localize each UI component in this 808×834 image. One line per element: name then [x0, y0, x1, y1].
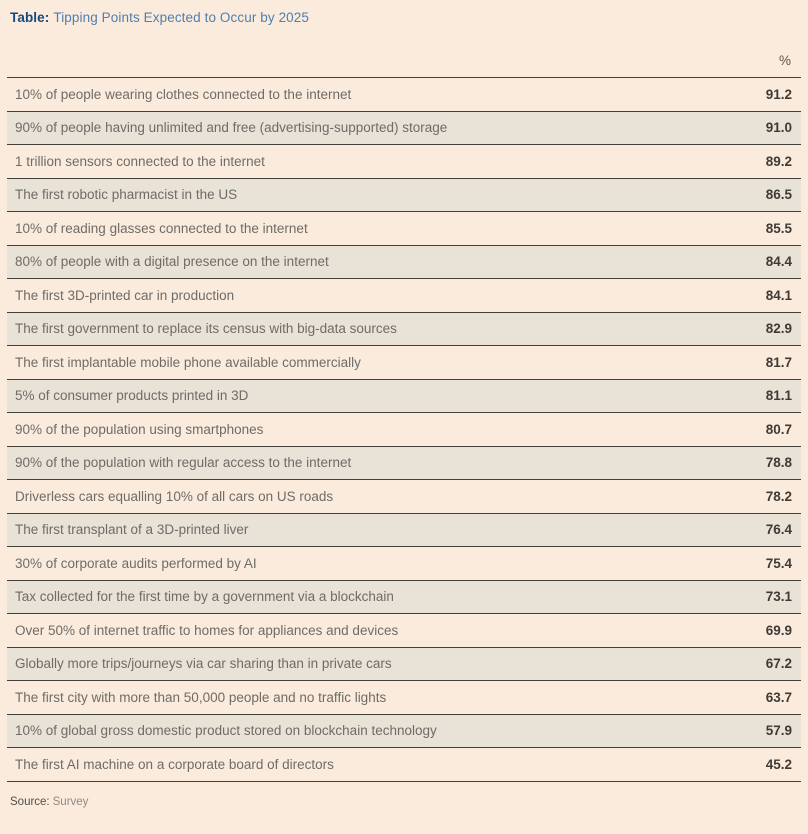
row-value: 78.8 [765, 455, 792, 471]
row-value: 69.9 [765, 622, 792, 638]
table-row [7, 312, 801, 346]
row-label: 1 trillion sensors connected to the internet [15, 153, 265, 169]
row-label: 90% of the population with regular access to the internet [15, 455, 352, 471]
table-title-text: Tipping Points Expected to Occur by 2025 [53, 10, 310, 25]
row-value: 84.1 [765, 287, 792, 303]
table-row [7, 412, 801, 446]
row-label: 30% of corporate audits performed by AI [15, 555, 257, 571]
source-note [10, 795, 808, 809]
row-value: 57.9 [765, 723, 792, 739]
row-label: The first government to replace its census with big-data sources [15, 321, 397, 337]
row-label: The first implantable mobile phone available commercially [15, 354, 361, 370]
row-value: 84.4 [765, 254, 792, 270]
table-body [7, 77, 801, 782]
row-value: 76.4 [765, 522, 792, 538]
row-label: 80% of people with a digital presence on the internet [15, 254, 329, 270]
table-title [10, 9, 808, 26]
source-label: Source: [10, 795, 50, 808]
row-value: 85.5 [765, 220, 792, 236]
row-value: 63.7 [765, 689, 792, 705]
table-row [7, 245, 801, 279]
row-label: 10% of reading glasses connected to the internet [15, 220, 308, 236]
row-value: 81.1 [765, 388, 792, 404]
table-row [7, 144, 801, 178]
row-label: 5% of consumer products printed in 3D [15, 388, 249, 404]
row-value: 67.2 [765, 656, 792, 672]
row-label: Globally more trips/journeys via car sharing than in private cars [15, 656, 392, 672]
row-value: 73.1 [765, 589, 792, 605]
table-row [7, 513, 801, 547]
table-row [7, 278, 801, 312]
row-label: The first AI machine on a corporate board of directors [15, 756, 334, 772]
row-value: 82.9 [765, 321, 792, 337]
row-label: The first robotic pharmacist in the US [15, 187, 238, 203]
row-label: 90% of people having unlimited and free (advertising-supported) storage [15, 120, 448, 136]
row-label: The first 3D-printed car in production [15, 287, 235, 303]
table-row [7, 446, 801, 480]
table-row [7, 546, 801, 580]
table-row [7, 680, 801, 714]
row-label: The first city with more than 50,000 people and no traffic lights [15, 689, 387, 705]
table-row [7, 379, 801, 413]
row-label: Tax collected for the first time by a government via a blockchain [15, 589, 394, 605]
row-label: 10% of global gross domestic product stored on blockchain technology [15, 723, 437, 739]
row-label: The first transplant of a 3D-printed liver [15, 522, 249, 538]
table-row [7, 479, 801, 513]
row-label: Driverless cars equalling 10% of all cars on US roads [15, 488, 334, 504]
row-value: 80.7 [765, 421, 792, 437]
row-value: 75.4 [765, 555, 792, 571]
row-label: 10% of people wearing clothes connected to the internet [15, 86, 352, 102]
row-label: 90% of the population using smartphones [15, 421, 264, 437]
table-row [7, 77, 801, 111]
percent-column-header: % [778, 53, 791, 68]
table-row [7, 211, 801, 245]
source-text: Survey [52, 795, 89, 808]
row-value: 78.2 [765, 488, 792, 504]
row-label: Over 50% of internet traffic to homes for appliances and devices [15, 622, 399, 638]
table-row [7, 647, 801, 681]
row-value: 86.5 [765, 187, 792, 203]
table-row [7, 178, 801, 212]
table-title-label: Table: [10, 10, 50, 25]
row-value: 45.2 [765, 756, 792, 772]
row-value: 91.0 [765, 120, 792, 136]
row-value: 89.2 [765, 153, 792, 169]
row-value: 91.2 [765, 86, 792, 102]
table-row [7, 613, 801, 647]
table-row [7, 345, 801, 379]
table-row [7, 111, 801, 145]
tipping-points-table [7, 53, 801, 782]
table-row [7, 714, 801, 748]
row-value: 81.7 [765, 354, 792, 370]
table-row [7, 747, 801, 781]
table-row [7, 580, 801, 614]
